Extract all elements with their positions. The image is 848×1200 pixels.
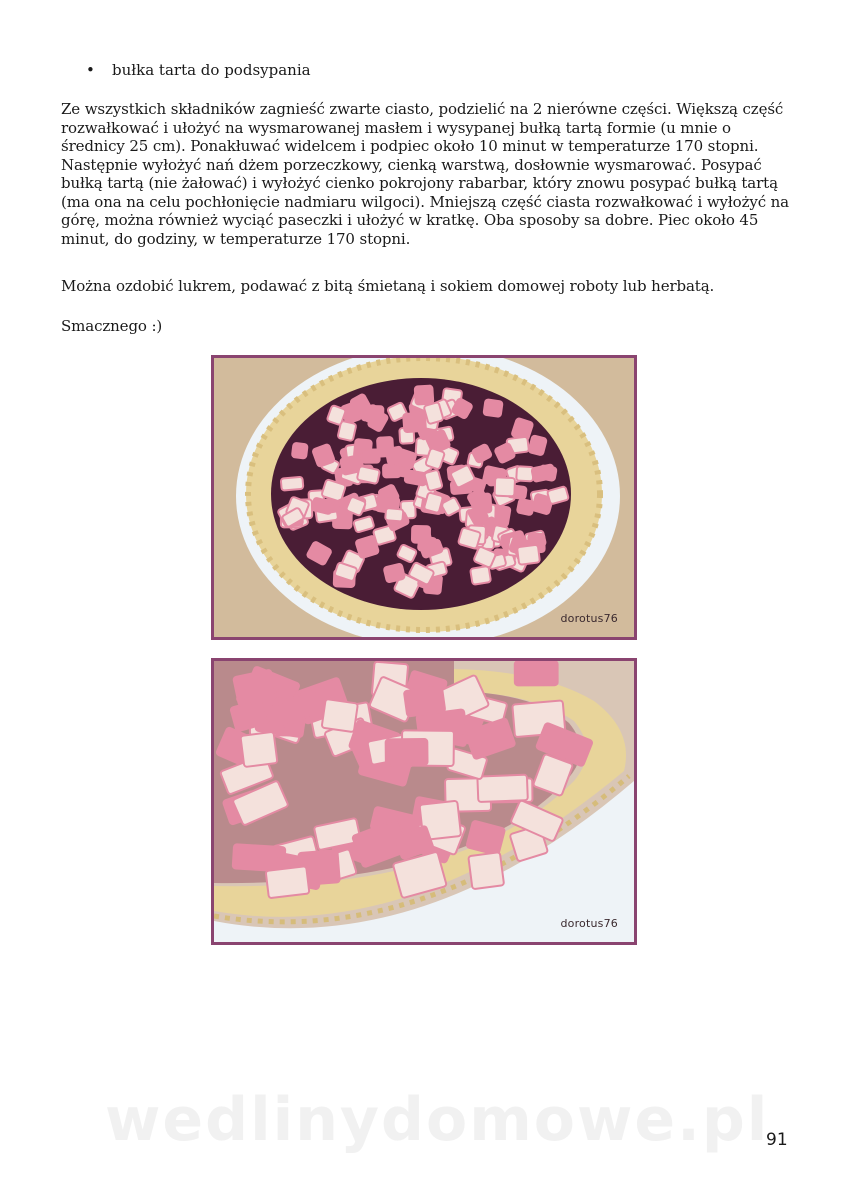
rhubarb-piece xyxy=(385,508,403,522)
ingredient-list xyxy=(82,59,311,81)
instructions-paragraph: Ze wszystkich składników zagnieść zwarte ciasto, podzielić na 2 nierówne części. Większą część rozwałkować i ułożyć na wysmarowanej masłem i wysypanej bułką tartą formie (u mnie o średnicy 25 cm). Ponakłuwać widelcem i podpiec około 10 minut w temperaturze 170 stopni. Następnie wyłożyć nań dżem porzeczkowy, cienką warstwą, dosłownie wysmarować. Posypać bułką tartą (nie żałować) i wyłożyć cienko pokrojony rabarbar, który znowu posypać bułką tartą (ma ona na celu pochłonięcie nadmiaru wilgoci). Mniejszą część ciasta rozwałkować i wyłożyć na górę, można również wyciąć paseczki i ułożyć w kratkę. Oba sposoby sa dobre. Piec około 45 minut, do godziny, w temperaturze 170 stopni. xyxy=(61,100,789,248)
rhubarb-piece xyxy=(528,435,547,455)
rhubarb-piece xyxy=(517,545,540,565)
rhubarb-piece xyxy=(404,470,427,486)
rhubarb-piece xyxy=(470,566,491,585)
tart-photo-closeup xyxy=(211,658,637,945)
rhubarb-piece xyxy=(412,526,430,543)
rhubarb-piece xyxy=(517,499,535,516)
photo-credit: dorotus76 xyxy=(560,917,618,930)
rhubarb-piece xyxy=(240,732,277,767)
rhubarb-piece xyxy=(266,866,310,898)
serving-paragraph: Można ozdobić lukrem, podawać z bitą śmietaną i sokiem domowej roboty lub herbatą. xyxy=(61,277,715,295)
watermark: wedlinydomowe.pl xyxy=(105,1085,770,1155)
rhubarb-piece xyxy=(424,492,443,513)
rhubarb-piece xyxy=(384,563,405,582)
rhubarb-piece xyxy=(539,465,557,481)
rhubarb-piece xyxy=(515,661,558,685)
tart-photo-top-view xyxy=(211,355,637,640)
rhubarb-piece xyxy=(322,699,358,732)
rhubarb-piece xyxy=(477,775,527,802)
rhubarb-piece xyxy=(357,466,380,484)
tart-top-illustration xyxy=(214,358,634,637)
rhubarb-piece xyxy=(516,466,533,481)
rhubarb-piece xyxy=(483,399,502,417)
closing-paragraph: Smacznego :) xyxy=(61,317,163,335)
rhubarb-piece xyxy=(292,443,308,459)
rhubarb-piece xyxy=(403,413,426,433)
page-number: 91 xyxy=(766,1130,788,1150)
rhubarb-piece xyxy=(386,739,428,765)
list-item: • bułka tarta do podsypania xyxy=(82,59,311,81)
rhubarb-piece xyxy=(415,386,434,405)
rhubarb-piece xyxy=(404,686,445,717)
tart-closeup-illustration xyxy=(214,661,634,942)
rhubarb-piece xyxy=(281,477,304,491)
rhubarb-piece xyxy=(383,464,401,477)
rhubarb-piece xyxy=(362,406,384,421)
rhubarb-piece xyxy=(495,477,515,496)
rhubarb-piece xyxy=(468,852,504,889)
photo-credit: dorotus76 xyxy=(560,612,618,625)
rhubarb-piece xyxy=(362,449,380,462)
